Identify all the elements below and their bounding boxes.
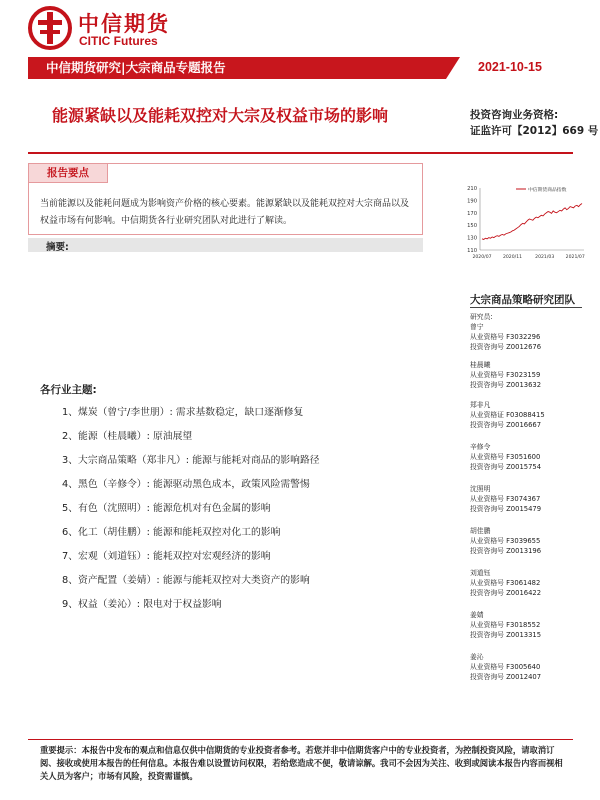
chart-y-tick-label: 170 [467, 210, 477, 217]
industry-topic-item: 7、宏观（刘道钰）: 能耗双控对宏观经济的影响 [62, 551, 271, 562]
team-member-line2: 投资咨询号 Z0013315 [470, 631, 542, 639]
team-member-line1: 从业资格号 F3039655 [470, 537, 541, 545]
summary-bar [28, 238, 423, 252]
industry-topic-item: 2、能源（桂晨曦）: 原油展望 [62, 431, 193, 442]
commodity-index-chart [454, 180, 589, 270]
team-member-name: 曾宁 [470, 323, 484, 331]
team-member-line1: 从业资格号 F3018552 [470, 621, 541, 629]
team-member-name: 沈照明 [470, 485, 491, 493]
team-member-line2: 投资咨询号 Z0015754 [470, 463, 542, 471]
banner-tail [446, 57, 460, 79]
team-member-name: 姜婧 [470, 611, 484, 619]
team-title: 大宗商品策略研究团队 [470, 294, 575, 306]
report-title: 能源紧缺以及能耗双控对大宗及权益市场的影响 [52, 106, 389, 125]
industry-topic-item: 3、大宗商品策略（郑非凡）: 能源与能耗对商品的影响路径 [62, 455, 320, 466]
industry-topic-item: 9、权益（姜沁）: 限电对于权益影响 [62, 599, 222, 610]
team-member-line2: 投资咨询号 Z0013632 [470, 381, 542, 389]
key-points-tab: 报告要点 [28, 163, 108, 183]
chart-y-tick-label: 210 [467, 186, 477, 192]
disclaimer-text: 重要提示：本报告中发布的观点和信息仅供中信期货的专业投资者参考。若您并非中信期货客户中的专业投资者，为控制投资风险，请取消订阅、接收或使用本报告的任何信息。本报告难以设置访问权限，若给您造成不便，敬请谅解。我司不会因为关注、收到或阅读本报告内容而视相关人员为客户；市场有风险，投资需谨慎。 [40, 745, 563, 781]
team-member-name: 胡佳鹏 [470, 527, 491, 535]
summary-label: 摘要: [46, 242, 69, 253]
team-member-line1: 从业资格号 F3051600 [470, 453, 541, 461]
team-member-name: 辛修令 [470, 443, 491, 451]
team-divider [470, 307, 582, 308]
team-member-line1: 从业资格号 F3005640 [470, 663, 541, 671]
chart-x-tick-label: 2020/11 [502, 255, 523, 260]
team-member [470, 442, 590, 472]
chart-y-tick-label: 130 [467, 235, 477, 242]
qualification-license: 证监许可【2012】669 号 [470, 125, 599, 137]
team-member [470, 526, 590, 556]
team-member-line1: 从业资格号 F3074367 [470, 495, 541, 503]
industry-topic-item: 8、资产配置（姜婧）: 能源与能耗双控对大类资产的影响 [62, 575, 310, 586]
chart-y-tick-label: 150 [467, 223, 477, 230]
team-member-line2: 投资咨询号 Z0016422 [470, 589, 542, 597]
chart-y-tick-label: 190 [467, 198, 477, 205]
team-member-name: 桂晨曦 [470, 361, 491, 369]
industry-topics-title: 各行业主题: [40, 384, 97, 396]
chart-x-tick-label: 2021/07 [565, 255, 585, 260]
company-logo [28, 6, 188, 50]
qualification-label: 投资咨询业务资格: [470, 109, 559, 121]
team-member [470, 568, 590, 598]
chart-x-tick-label: 2020/07 [472, 255, 492, 260]
team-member-line1: 从业资格证 F03088415 [470, 411, 545, 419]
chart-x-tick-label: 2021/03 [535, 255, 555, 260]
logo-english-name: CITIC Futures [79, 34, 158, 48]
team-member-line1: 从业资格号 F3061482 [470, 579, 541, 587]
team-member [470, 312, 590, 352]
team-member-line2: 投资咨询号 Z0012407 [470, 673, 542, 681]
title-divider [28, 152, 573, 154]
team-member-line1: 从业资格号 F3023159 [470, 371, 541, 379]
team-member-name: 姜沁 [470, 653, 484, 661]
key-points-text: 当前能源以及能耗问题成为影响资产价格的核心要素。能源紧缺以及能耗双控对大宗商品以及权益市场有何影响。中信期货各行业研究团队对此进行了解读。 [40, 199, 410, 226]
team-member-line2: 投资咨询号 Z0013196 [470, 547, 542, 555]
team-member-name: 刘道钰 [470, 569, 491, 577]
team-member-role: 研究员: [470, 313, 493, 321]
logo-chinese-name: 中信期货 [78, 12, 170, 36]
chart-y-tick-label: 110 [467, 248, 477, 254]
citic-logo-icon [28, 6, 72, 50]
chart-series-line [482, 204, 582, 240]
chart-legend-label: 中信期货商品指数 [528, 188, 567, 193]
team-member-line1: 从业资格号 F3032296 [470, 333, 541, 341]
report-category-banner: 中信期货研究|大宗商品专题报告 [28, 57, 446, 79]
industry-topic-item: 6、化工（胡佳鹏）: 能源和能耗双控对化工的影响 [62, 527, 281, 538]
footer-divider [28, 739, 573, 740]
team-member [470, 400, 590, 430]
industry-topic-item: 4、黑色（辛修令）: 能源驱动黑色成本，政策风险需警惕 [62, 479, 310, 490]
team-member-line2: 投资咨询号 Z0016667 [470, 421, 542, 429]
industry-topic-item: 1、煤炭（曾宁/李世朋）: 需求基数稳定，缺口逐渐修复 [62, 407, 304, 418]
report-date: 2021-10-15 [478, 60, 542, 74]
team-member [470, 360, 590, 390]
team-member-line2: 投资咨询号 Z0012676 [470, 343, 542, 351]
team-member [470, 610, 590, 640]
team-member [470, 484, 590, 514]
team-member [470, 652, 590, 682]
industry-topic-item: 5、有色（沈照明）: 能源危机对有色金属的影响 [62, 503, 271, 514]
team-member-name: 郑非凡 [470, 401, 491, 409]
team-member-line2: 投资咨询号 Z0015479 [470, 505, 542, 513]
